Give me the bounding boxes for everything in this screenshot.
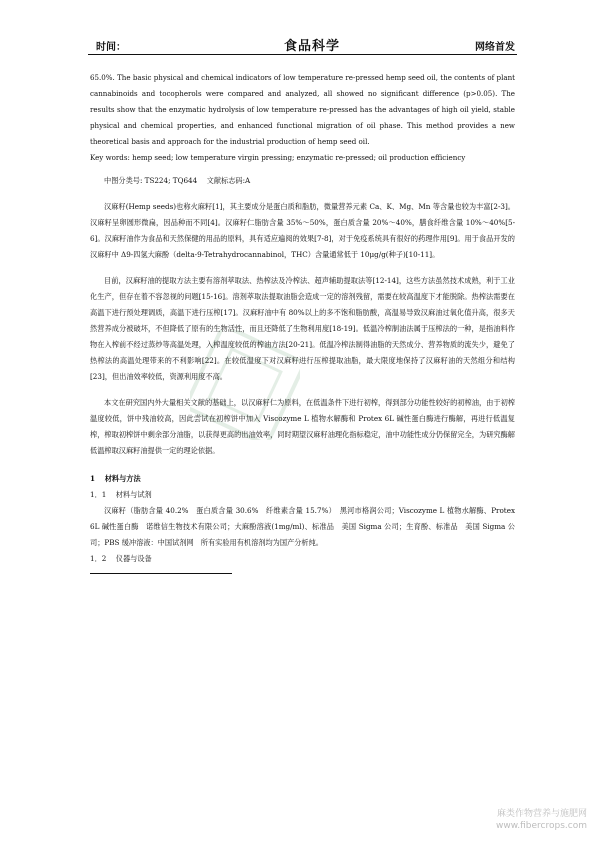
header-online-first: 网络首发 bbox=[475, 42, 515, 53]
section-heading-1-2: 1．2 仪器与设备 bbox=[90, 554, 152, 563]
intro-paragraph-1: 汉麻籽(Hemp seeds)也称火麻籽[1]，其主要成分是蛋白质和脂肪，微量营养元素 Ca、K、Mg、Mn 等含量也较为丰富[2-3]。汉麻籽呈卵圆形微扁，因品种而不同[4]。汉麻籽仁脂肪含量 35%～50%，蛋白质含量 20%～40%，膳食纤维含量 10%～40%[5-6]。汉麻籽油作为食品和天然保健的用品的原料，具有适应遍阅的效果[7-8]，对于免疫系统具有很好的药理作用[9]。用于食品开发的汉麻籽中 Δ9-四氢大麻酚（delta-9-Tetrahydrocannabinol，THC）含量通常低于 10μg/g(种子)[10-11]。 bbox=[90, 202, 515, 259]
keywords-english: Key words: hemp seed; low temperature virgin pressing; enzymatic re-pressed; oil production efficiency bbox=[90, 153, 466, 162]
abstract-english-tail: 65.0%. The basic physical and chemical indicators of low temperature re-pressed hemp seed oil, the contents of plant cannabinoids and tocopherols were compared and analyzed, all showed no significant difference (p>0.05). The results show that the enzymatic hydrolysis of low temperature re-pressed has the advantages of high oil yield, stable physical and chemical properties, and enhanced functional migration of oil phase. This method provides a new theoretical basis and approach for the industrial production of hemp seed oil. bbox=[90, 73, 515, 146]
section-heading-1: 1 材料与方法 bbox=[90, 474, 141, 483]
watermark-line-1: 麻类作物营养与施肥网 bbox=[496, 809, 587, 819]
running-header bbox=[88, 36, 517, 55]
header-date-label: 时间： bbox=[96, 42, 126, 53]
section-heading-1-1: 1．1 材料与试剂 bbox=[90, 490, 152, 499]
footnote-divider bbox=[90, 573, 232, 574]
intro-paragraph-2: 目前，汉麻籽油的提取方法主要有溶剂萃取法、热榨法及冷榨法、超声辅助提取法等[12-14]，这些方法虽然技术成熟，利于工业化生产，但存在着不容忽视的问题[15-16]。溶剂萃取法提取油脂会造成一定的溶剂残留，需要在较高温度下才能脱除。热榨法需要在高温下进行预处理调质，高温下进行压榨[17]。汉麻籽油中有 80%以上的多不饱和脂肪酸，高温易导致汉麻油过氧化值升高，很多天然营养成分被破坏，不但降低了原有的生物活性，而且还降低了生物利用度[18-19]。低温冷榨制油法属于压榨法的一种，是指油料作物在入榨前不经过蒸炒等高温处理，入榨温度较低的榨油方法[20-21]。低温冷榨法制得油脂的天然成分、营养物质的流失少，避免了热榨法的高温处理带来的不利影响[22]。在较低温度下对汉麻籽进行压榨提取油脂，最大限度地保持了汉麻籽油的天然组分和结构[23]，但出油效率较低，资源利用度不高。 bbox=[90, 276, 515, 381]
journal-title: 食品科学 bbox=[284, 39, 341, 54]
paper-body bbox=[90, 70, 515, 574]
watermark-line-2: www.fibercrops.com bbox=[496, 821, 587, 831]
classification-line: 中图分类号: TS224; TQ644 文献标志码:A bbox=[104, 176, 251, 185]
materials-paragraph: 汉麻籽（脂肪含量 40.2% 蛋白质含量 30.6% 纤维素含量 15.7%） 黑河市格润公司；Viscozyme L 植物水解酶、Protex 6L 碱性蛋白酶 诺维信生物技术有限公司；大麻酚溶液(1mg/ml)、标准品 美国 Sigma 公司；生育酚、标准品 美国 Sigma 公司；PBS 缓冲溶液：中国试剂网 所有实验用有机溶剂均为国产分析纯。 bbox=[90, 506, 515, 547]
intro-paragraph-3: 本文在研究国内外大量相关文献的基础上，以汉麻籽仁为原料，在低温条件下进行初榨，得到部分功能性较好的初榨油，由于初榨温度较低，饼中残油较高，因此尝试在初榨饼中加入 Viscozyme L 植物水解酶和 Protex 6L 碱性蛋白酶进行酶解，再进行低温复榨，榨取初榨饼中剩余部分油脂，以获得更高的出油效率，同时期望汉麻籽油理化指标稳定，油中功能性成分仍保留完全，为研究酶解低温榨取汉麻籽油提供一定的理论依据。 bbox=[90, 398, 515, 455]
site-watermark bbox=[496, 808, 587, 832]
